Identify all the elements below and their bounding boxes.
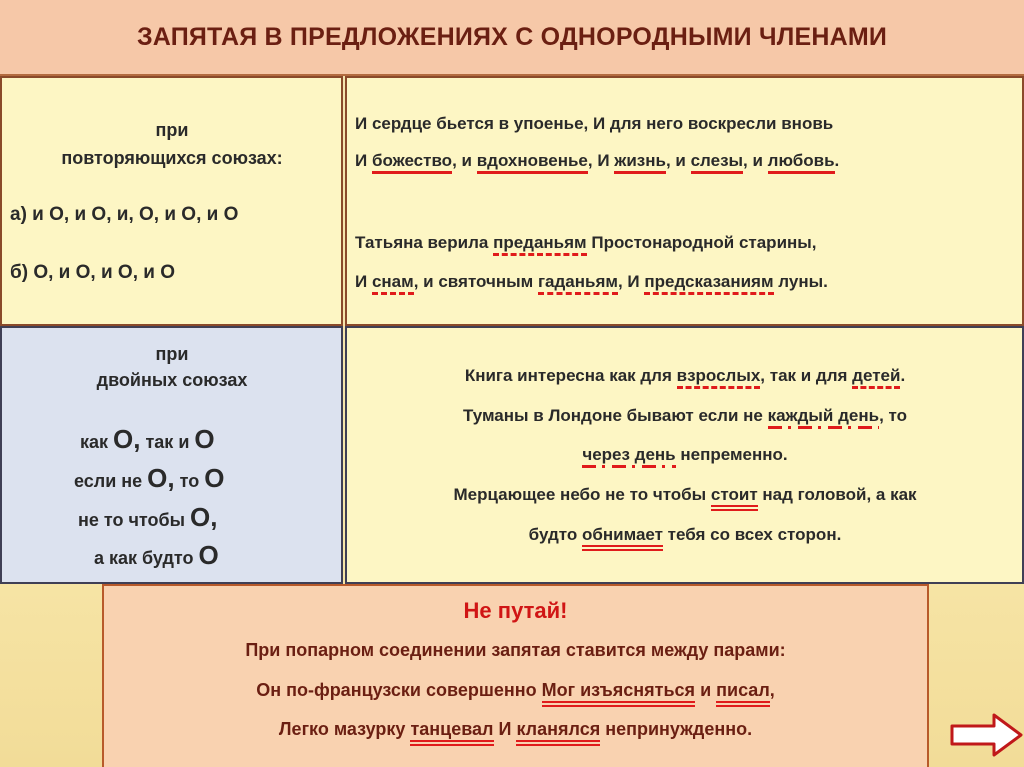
text: , И <box>587 151 615 170</box>
homogeneous-object: предсказаниям <box>644 272 773 295</box>
text: . <box>900 366 906 385</box>
double-header-1: при <box>155 344 189 364</box>
member-o: О <box>198 540 219 570</box>
double-header-2: двойных союзах <box>96 370 248 390</box>
double-examples-panel <box>345 326 1024 584</box>
homogeneous-subject: любовь <box>768 151 835 174</box>
homogeneous-predicate: танцевал <box>410 719 493 746</box>
homogeneous-adverbial: каждый день <box>768 406 879 429</box>
page-title: ЗАПЯТАЯ В ПРЕДЛОЖЕНИЯХ С ОДНОРОДНЫМИ ЧЛЕНАМИ <box>136 22 888 51</box>
homogeneous-subject: слезы <box>691 151 743 174</box>
repeating-conjunctions-panel <box>0 76 343 326</box>
next-arrow-icon[interactable] <box>950 712 1024 758</box>
text: луны. <box>773 272 828 291</box>
member-o: О, <box>113 424 141 454</box>
scheme-esli-ne-to <box>74 463 224 494</box>
text: Татьяна верила <box>355 233 494 252</box>
example-1-line-1: И сердце бьется в упоенье, И для него воскресли вновь <box>355 114 834 133</box>
homogeneous-object: детей <box>852 366 900 389</box>
example-2-line-1 <box>355 233 817 253</box>
text: Туманы в Лондоне бывают если не <box>462 406 768 425</box>
homogeneous-object: снам <box>372 272 414 295</box>
text: Легко мазурку <box>278 719 411 739</box>
text: , то <box>879 406 907 425</box>
text: , и <box>743 151 768 170</box>
homogeneous-object: взрослых <box>677 366 761 389</box>
repeating-header-2: повторяющихся союзах: <box>61 148 283 168</box>
text: Простонародной старины, <box>586 233 817 252</box>
homogeneous-predicate: стоит <box>711 485 758 511</box>
text: и <box>695 680 717 700</box>
homogeneous-predicate: кланялся <box>516 719 600 746</box>
scheme-b: б) О, и О, и О, и О <box>10 262 176 283</box>
homogeneous-predicate: Мог изъясняться <box>542 680 695 707</box>
scheme-ne-to-chtoby <box>78 502 217 533</box>
text: И <box>355 272 372 291</box>
title-bar <box>0 0 1024 76</box>
note-example-line-1 <box>104 680 927 701</box>
note-rule: При попарном соединении запятая ставится между парами: <box>245 640 786 660</box>
example-tumany-line-2 <box>347 445 1023 465</box>
text: , И <box>617 272 645 291</box>
text: а как будто <box>94 548 199 568</box>
homogeneous-subject: божество <box>372 151 452 174</box>
example-nebo-line-1 <box>347 485 1023 505</box>
dont-confuse-panel <box>102 584 929 767</box>
homogeneous-predicate: обнимает <box>582 525 663 551</box>
text: , <box>769 680 775 700</box>
double-conjunctions-panel <box>0 326 343 584</box>
text: Книга интересна как для <box>464 366 677 385</box>
homogeneous-subject: жизнь <box>614 151 666 174</box>
homogeneous-predicate: писал <box>716 680 770 707</box>
member-o: О <box>194 424 215 454</box>
example-2-line-2 <box>355 272 828 292</box>
member-o: О, <box>147 463 175 493</box>
text: непринужденно. <box>600 719 753 739</box>
member-o: О, <box>189 502 218 532</box>
text: так и <box>140 432 195 452</box>
repeating-examples-panel <box>345 76 1024 326</box>
text: не то чтобы <box>78 510 190 530</box>
text: И <box>355 151 372 170</box>
scheme-a-kak-budto <box>94 540 219 571</box>
text: Мерцающее небо не то чтобы <box>453 485 711 504</box>
scheme-kak-tak-i <box>80 424 215 455</box>
text: И <box>493 719 517 739</box>
text: над головой, а как <box>757 485 917 504</box>
repeating-header-1: при <box>155 120 189 140</box>
example-1-line-2 <box>355 151 839 171</box>
text: непременно. <box>675 445 788 464</box>
text: , и <box>665 151 691 170</box>
example-nebo-line-2 <box>347 525 1023 545</box>
text: Он по-французски совершенно <box>256 680 542 700</box>
homogeneous-adverbial: через день <box>582 445 675 468</box>
text: , и <box>452 151 477 170</box>
homogeneous-object: гаданьям <box>538 272 618 295</box>
example-kniga <box>347 366 1023 386</box>
text: то <box>174 471 205 491</box>
text: , так и для <box>760 366 853 385</box>
homogeneous-subject: вдохновенье <box>477 151 588 174</box>
scheme-a: а) и О, и О, и, О, и О, и О <box>10 204 239 225</box>
text: как <box>80 432 114 452</box>
text: тебя со всех сторон. <box>662 525 842 544</box>
note-title: Не путай! <box>463 598 568 623</box>
text: будто <box>528 525 582 544</box>
member-o: О <box>204 463 225 493</box>
note-example-line-2 <box>104 719 927 740</box>
example-tumany-line-1 <box>347 406 1023 426</box>
homogeneous-object: преданьям <box>493 233 587 256</box>
text: , и святочным <box>413 272 538 291</box>
text: если не <box>74 471 148 491</box>
text: . <box>834 151 840 170</box>
